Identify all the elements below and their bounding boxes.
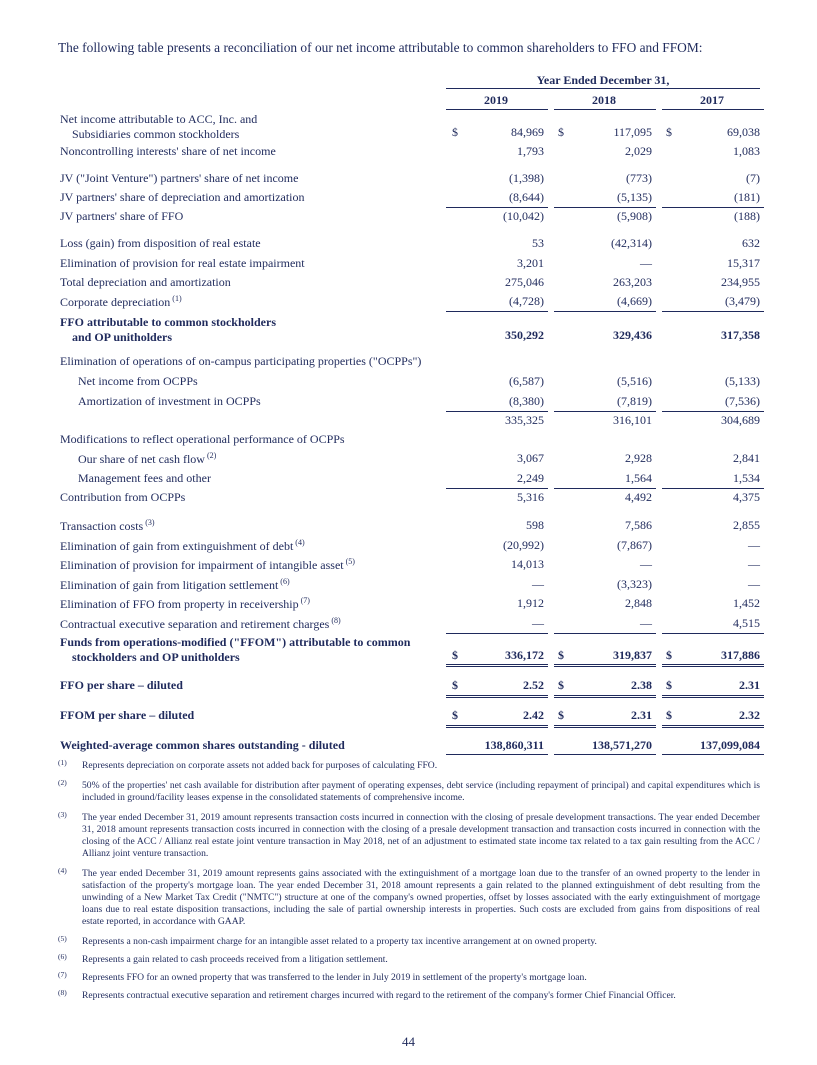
subtotal-rule (446, 411, 548, 412)
value-cell-2018: 329,436 (613, 328, 652, 342)
row-label-continuation: and OP unitholders (72, 330, 173, 344)
value-cell-2017: 234,955 (721, 275, 760, 289)
value-cell-2018: 2,848 (625, 596, 652, 610)
value-cell-2019: 350,292 (505, 328, 544, 342)
footnote-text: Represents a gain related to cash proceeds received from a litigation settlement. (82, 954, 388, 965)
row-label (60, 596, 310, 612)
value-cell-2018: (5,135) (617, 190, 652, 204)
row-label-text: Elimination of FFO from property in receivership (60, 597, 299, 611)
dollar-sign: $ (666, 125, 672, 139)
total-double-rule (446, 664, 548, 667)
row-label-text: Elimination of gain from litigation settlement (60, 578, 279, 592)
value-cell-2017: — (748, 577, 760, 591)
footnote-mark: (3) (58, 810, 67, 819)
table-row (0, 413, 817, 429)
table-row (0, 432, 817, 448)
value-cell-2019: 336,172 (505, 648, 544, 662)
table-row (0, 557, 817, 573)
table-row (0, 451, 817, 467)
value-cell-2017: 1,083 (733, 144, 760, 158)
table-row (0, 209, 817, 225)
table-row (0, 171, 817, 187)
row-label-text: Weighted-average common shares outstanding - diluted (60, 738, 345, 752)
value-cell-2018: 2,029 (625, 144, 652, 158)
row-label (60, 490, 185, 505)
value-cell-2018: 2,928 (625, 451, 652, 465)
value-cell-2017: 15,317 (727, 256, 760, 270)
row-label-text: Management fees and other (78, 471, 211, 485)
value-cell-2018: — (640, 616, 652, 630)
footnote-text: Represents contractual executive separation and retirement charges incurred with regard to the retirement of the company's former Chief Financial Officer. (82, 990, 676, 1001)
table-row (0, 275, 817, 291)
footnote-reference: (2) (206, 451, 217, 460)
column-header-2017: 2017 (700, 93, 724, 107)
table-row (0, 678, 817, 694)
value-cell-2018: 316,101 (613, 413, 652, 427)
row-label (60, 557, 355, 573)
value-cell-2018: 2.38 (631, 678, 652, 692)
value-cell-2018: (5,516) (617, 374, 652, 388)
value-cell-2018: (42,314) (611, 236, 652, 250)
subtotal-rule (446, 488, 548, 489)
value-cell-2018: 1,564 (625, 471, 652, 485)
value-cell-2019: — (532, 616, 544, 630)
value-cell-2019: 84,969 (511, 125, 544, 139)
table-row (0, 394, 817, 410)
column-header-2019: 2019 (484, 93, 508, 107)
footnote-reference: (7) (300, 596, 310, 605)
value-cell-2017: (7,536) (725, 394, 760, 408)
row-label (60, 738, 345, 753)
table-row (0, 538, 817, 554)
total-double-rule (662, 695, 764, 698)
row-label-continuation: Subsidiaries common stockholders (72, 127, 240, 141)
value-cell-2017: — (748, 557, 760, 571)
footnote-mark: (2) (58, 778, 67, 787)
subtotal-rule (446, 207, 548, 208)
shares-rule (446, 754, 548, 755)
row-label (60, 708, 194, 723)
value-cell-2017: (7) (746, 171, 760, 185)
value-cell-2019: 2.52 (523, 678, 544, 692)
row-label-text: Amortization of investment in OCPPs (78, 394, 261, 408)
row-label-text: Total depreciation and amortization (60, 275, 231, 289)
row-label (60, 256, 305, 271)
table-row (0, 374, 817, 390)
value-cell-2018: (7,819) (617, 394, 652, 408)
table-row (0, 596, 817, 612)
footnote-mark: (5) (58, 934, 67, 943)
row-label-text: Noncontrolling interests' share of net income (60, 144, 276, 158)
subtotal-rule (662, 311, 764, 312)
row-label-text: Elimination of provision for real estate impairment (60, 256, 305, 270)
footnote-text: Represents a non-cash impairment charge for an intangible asset related to a property tax incentive arrangement at on owned property. (82, 936, 597, 947)
total-double-rule (662, 725, 764, 728)
value-cell-2018: (773) (626, 171, 652, 185)
value-cell-2019: (1,398) (509, 171, 544, 185)
value-cell-2018: 263,203 (613, 275, 652, 289)
value-cell-2018: 2.31 (631, 708, 652, 722)
subtotal-rule (662, 633, 764, 634)
shares-rule (662, 754, 764, 755)
value-cell-2017: 4,375 (733, 490, 760, 504)
dollar-sign: $ (452, 125, 458, 139)
footnote-reference: (6) (280, 577, 290, 586)
value-cell-2019: 53 (532, 236, 544, 250)
table-row (0, 112, 817, 140)
value-cell-2019: 335,325 (505, 413, 544, 427)
dollar-sign: $ (452, 678, 458, 692)
footnote-text: The year ended December 31, 2019 amount represents gains associated with the extinguishment of a mortgage loan due to the transfer of an owned property to the lender in satisfaction of the property's mortgage loan. The year ended December 31, 2018 amount represents a gain related to the planned extinguishment of debt resulting from the unwinding of a New Market Tax Credit ("NMTC") structure at one of the company's owned properties, offset by losses associated with the early extinguishment of mortgage loans due to real estate disposition transactions, including the sale of partial ownership interests in properties. Such costs are excluded from gains from dispositions of real estate reported, in accordance with GAAP. (82, 868, 760, 927)
footnote-text: Represents depreciation on corporate assets not added back for purposes of calculating FFO. (82, 760, 438, 771)
value-cell-2019: 3,067 (517, 451, 544, 465)
row-label-text: FFO per share – diluted (60, 678, 183, 692)
value-cell-2019: 1,912 (517, 596, 544, 610)
row-label-text: Elimination of provision for impairment of intangible asset (60, 558, 344, 572)
table-row (0, 190, 817, 206)
row-label (78, 374, 198, 389)
value-cell-2018: (7,867) (617, 538, 652, 552)
value-cell-2018: (3,323) (617, 577, 652, 591)
table-row (0, 471, 817, 487)
value-cell-2018: 117,095 (613, 125, 652, 139)
row-label (60, 275, 231, 290)
dollar-sign: $ (666, 648, 672, 662)
column-rule (554, 109, 656, 110)
footnote-mark: (1) (58, 758, 67, 767)
dollar-sign: $ (452, 708, 458, 722)
value-cell-2019: 1,793 (517, 144, 544, 158)
dollar-sign: $ (666, 708, 672, 722)
value-cell-2019: 275,046 (505, 275, 544, 289)
value-cell-2019: (8,644) (509, 190, 544, 204)
footnote-reference: (4) (295, 538, 305, 547)
row-label (60, 678, 183, 693)
row-label-text: Corporate depreciation (60, 295, 171, 309)
value-cell-2017: (188) (734, 209, 760, 223)
row-label-text: JV partners' share of depreciation and amortization (60, 190, 305, 204)
footnote-mark: (6) (58, 952, 67, 961)
row-label (60, 112, 257, 142)
subtotal-rule (554, 488, 656, 489)
footnote-mark: (7) (58, 970, 67, 979)
table-row (0, 294, 817, 310)
value-cell-2018: 138,571,270 (592, 738, 652, 752)
row-label (60, 354, 421, 369)
total-double-rule (554, 695, 656, 698)
value-cell-2017: (5,133) (725, 374, 760, 388)
value-cell-2018: (5,908) (617, 209, 652, 223)
footnote-text: The year ended December 31, 2019 amount represents transaction costs incurred in connection with the closing of presale development transactions. The year ended December 31, 2018 amount represents transaction costs incurred in connection with the closing of a presale development transaction and transaction costs incurred in connection with the closing of the ACC / Allianz real estate joint venture transaction in May 2018, net of an adjustment to estimated state income tax related to a tax gain resulting from the ACC / Allianz joint venture transaction. (82, 812, 760, 859)
footnote-reference: (3) (145, 518, 155, 527)
intro-text: The following table presents a reconciliation of our net income attributable to common shareholders to FFO and FFOM: (58, 40, 703, 55)
row-label-text: Elimination of gain from extinguishment of debt (60, 539, 294, 553)
row-label (60, 236, 261, 251)
value-cell-2019: (10,042) (503, 209, 544, 223)
value-cell-2017: 632 (742, 236, 760, 250)
value-cell-2018: 7,586 (625, 518, 652, 532)
period-header-rule (446, 88, 760, 89)
subtotal-rule (662, 488, 764, 489)
dollar-sign: $ (558, 678, 564, 692)
column-header-2018: 2018 (592, 93, 616, 107)
row-label-text: Net income attributable to ACC, Inc. and (60, 112, 258, 126)
row-label (60, 538, 305, 554)
footnote-text: Represents FFO for an owned property that was transferred to the lender in July 2019 in settlement of the property's mortgage loan. (82, 972, 587, 983)
value-cell-2019: — (532, 577, 544, 591)
row-label-text: Contribution from OCPPs (60, 490, 186, 504)
footnote-reference: (8) (331, 616, 341, 625)
row-label (60, 518, 155, 534)
table-row (0, 315, 817, 343)
value-cell-2019: (4,728) (509, 294, 544, 308)
value-cell-2017: (3,479) (725, 294, 760, 308)
value-cell-2018: — (640, 557, 652, 571)
row-label (78, 471, 211, 486)
row-label (60, 144, 276, 159)
subtotal-rule (662, 207, 764, 208)
value-cell-2017: 304,689 (721, 413, 760, 427)
value-cell-2019: (20,992) (503, 538, 544, 552)
row-label-text: Funds from operations-modified ("FFOM") attributable to common (60, 635, 411, 649)
subtotal-rule (662, 411, 764, 412)
row-label (60, 635, 410, 665)
table-row (0, 518, 817, 534)
value-cell-2019: 14,013 (511, 557, 544, 571)
table-row (0, 490, 817, 506)
value-cell-2017: 1,534 (733, 471, 760, 485)
total-double-rule (446, 725, 548, 728)
total-double-rule (662, 664, 764, 667)
row-label (78, 451, 216, 467)
row-label-continuation: stockholders and OP unitholders (72, 650, 240, 664)
row-label-text: Net income from OCPPs (78, 374, 198, 388)
value-cell-2017: 1,452 (733, 596, 760, 610)
row-label-text: Contractual executive separation and retirement charges (60, 617, 330, 631)
column-rule (446, 109, 548, 110)
table-row (0, 354, 817, 370)
row-label (60, 616, 341, 632)
value-cell-2019: 5,316 (517, 490, 544, 504)
footnote-reference: (5) (345, 557, 355, 566)
dollar-sign: $ (558, 648, 564, 662)
value-cell-2017: (181) (734, 190, 760, 204)
row-label-text: Modifications to reflect operational performance of OCPPs (60, 432, 345, 446)
row-label-text: Our share of net cash flow (78, 452, 205, 466)
value-cell-2018: 4,492 (625, 490, 652, 504)
dollar-sign: $ (666, 678, 672, 692)
value-cell-2019: (8,380) (509, 394, 544, 408)
value-cell-2017: — (748, 538, 760, 552)
footnote-mark: (4) (58, 866, 67, 875)
subtotal-rule (446, 311, 548, 312)
value-cell-2017: 4,515 (733, 616, 760, 630)
row-label (60, 190, 305, 205)
row-label (60, 315, 276, 345)
value-cell-2019: (6,587) (509, 374, 544, 388)
row-label-text: FFOM per share – diluted (60, 708, 195, 722)
row-label (60, 171, 298, 186)
total-double-rule (446, 695, 548, 698)
row-label (60, 432, 345, 447)
row-label-text: Elimination of operations of on-campus participating properties ("OCPPs") (60, 354, 422, 368)
dollar-sign: $ (558, 125, 564, 139)
dollar-sign: $ (558, 708, 564, 722)
table-row (0, 738, 817, 754)
value-cell-2017: 317,358 (721, 328, 760, 342)
row-label-text: JV ("Joint Venture") partners' share of net income (60, 171, 299, 185)
value-cell-2017: 2,855 (733, 518, 760, 532)
shares-rule (554, 754, 656, 755)
footnote-reference: (1) (172, 294, 182, 303)
value-cell-2019: 2.42 (523, 708, 544, 722)
footnote-mark: (8) (58, 988, 67, 997)
page-number: 44 (402, 1034, 415, 1049)
row-label-text: Loss (gain) from disposition of real estate (60, 236, 261, 250)
footnote-text: 50% of the properties' net cash available for distribution after payment of operating expenses, debt service (including repayment of principal) and capital expenditures which is included in ground/facility leases expense in the consolidated statements of comprehensive income. (82, 780, 760, 803)
row-label-text: FFO attributable to common stockholders (60, 315, 276, 329)
table-row (0, 708, 817, 724)
row-label (60, 577, 290, 593)
value-cell-2019: 138,860,311 (484, 738, 544, 752)
row-label (60, 209, 183, 224)
table-row (0, 616, 817, 632)
value-cell-2017: 2,841 (733, 451, 760, 465)
value-cell-2017: 69,038 (727, 125, 760, 139)
row-label-text: JV partners' share of FFO (60, 209, 184, 223)
subtotal-rule (554, 633, 656, 634)
table-row (0, 236, 817, 252)
table-row (0, 256, 817, 272)
value-cell-2019: 2,249 (517, 471, 544, 485)
value-cell-2018: 319,837 (613, 648, 652, 662)
total-double-rule (554, 664, 656, 667)
value-cell-2018: — (640, 256, 652, 270)
value-cell-2019: 598 (526, 518, 544, 532)
table-row (0, 144, 817, 160)
row-label (78, 394, 261, 409)
value-cell-2017: 137,099,084 (700, 738, 760, 752)
value-cell-2017: 2.31 (739, 678, 760, 692)
value-cell-2017: 2.32 (739, 708, 760, 722)
subtotal-rule (554, 411, 656, 412)
row-label-text: Transaction costs (60, 519, 144, 533)
subtotal-rule (554, 311, 656, 312)
table-row (0, 635, 817, 663)
table-row (0, 577, 817, 593)
dollar-sign: $ (452, 648, 458, 662)
row-label (60, 294, 182, 310)
value-cell-2017: 317,886 (721, 648, 760, 662)
total-double-rule (554, 725, 656, 728)
period-header: Year Ended December 31, (536, 73, 670, 87)
column-rule (662, 109, 764, 110)
value-cell-2019: 3,201 (517, 256, 544, 270)
subtotal-rule (554, 207, 656, 208)
subtotal-rule (446, 633, 548, 634)
value-cell-2018: (4,669) (617, 294, 652, 308)
